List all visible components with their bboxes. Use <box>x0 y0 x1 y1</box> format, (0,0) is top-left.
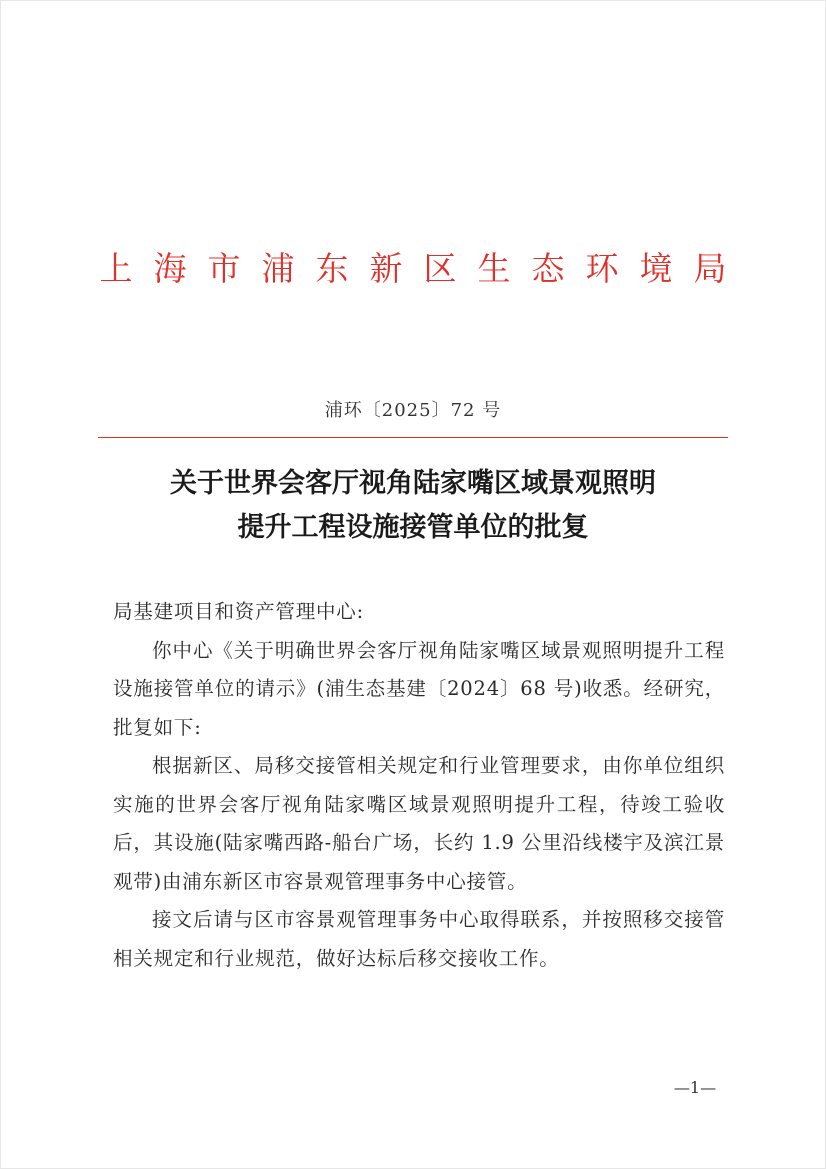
document-number: 浦环〔2025〕72 号 <box>324 400 502 421</box>
title-line-1: 关于世界会客厅视角陆家嘴区域景观照明 <box>170 468 656 499</box>
document-title <box>80 462 746 550</box>
body-paragraph-1: 你中心《关于明确世界会客厅视角陆家嘴区域景观照明提升工程设施接管单位的请示》(浦生态基建〔2024〕68 号)收悉。经研究，批复如下: <box>113 638 725 739</box>
agency-masthead: 上海市浦东新区生态环境局 <box>99 249 748 288</box>
salutation: 局基建项目和资产管理中心: <box>113 600 364 623</box>
page-number: —1— <box>673 1078 717 1097</box>
body-paragraph-3: 接文后请与区市容景观管理事务中心取得联系，并按照移交接管相关规定和行业规范，做好达标后移交接收工作。 <box>113 908 725 970</box>
red-divider-line <box>98 437 728 438</box>
document-body <box>113 593 725 978</box>
title-line-2: 提升工程设施接管单位的批复 <box>237 512 589 543</box>
body-paragraph-2: 根据新区、局移交接管相关规定和行业管理要求，由你单位组织实施的世界会客厅视角陆家嘴区域景观照明提升工程，待竣工验收后，其设施(陆家嘴西路-船台广场，长约 1.9 公里沿线楼宇及滨江景观带)由浦东新区市容景观管理事务中心接管。 <box>113 754 725 893</box>
